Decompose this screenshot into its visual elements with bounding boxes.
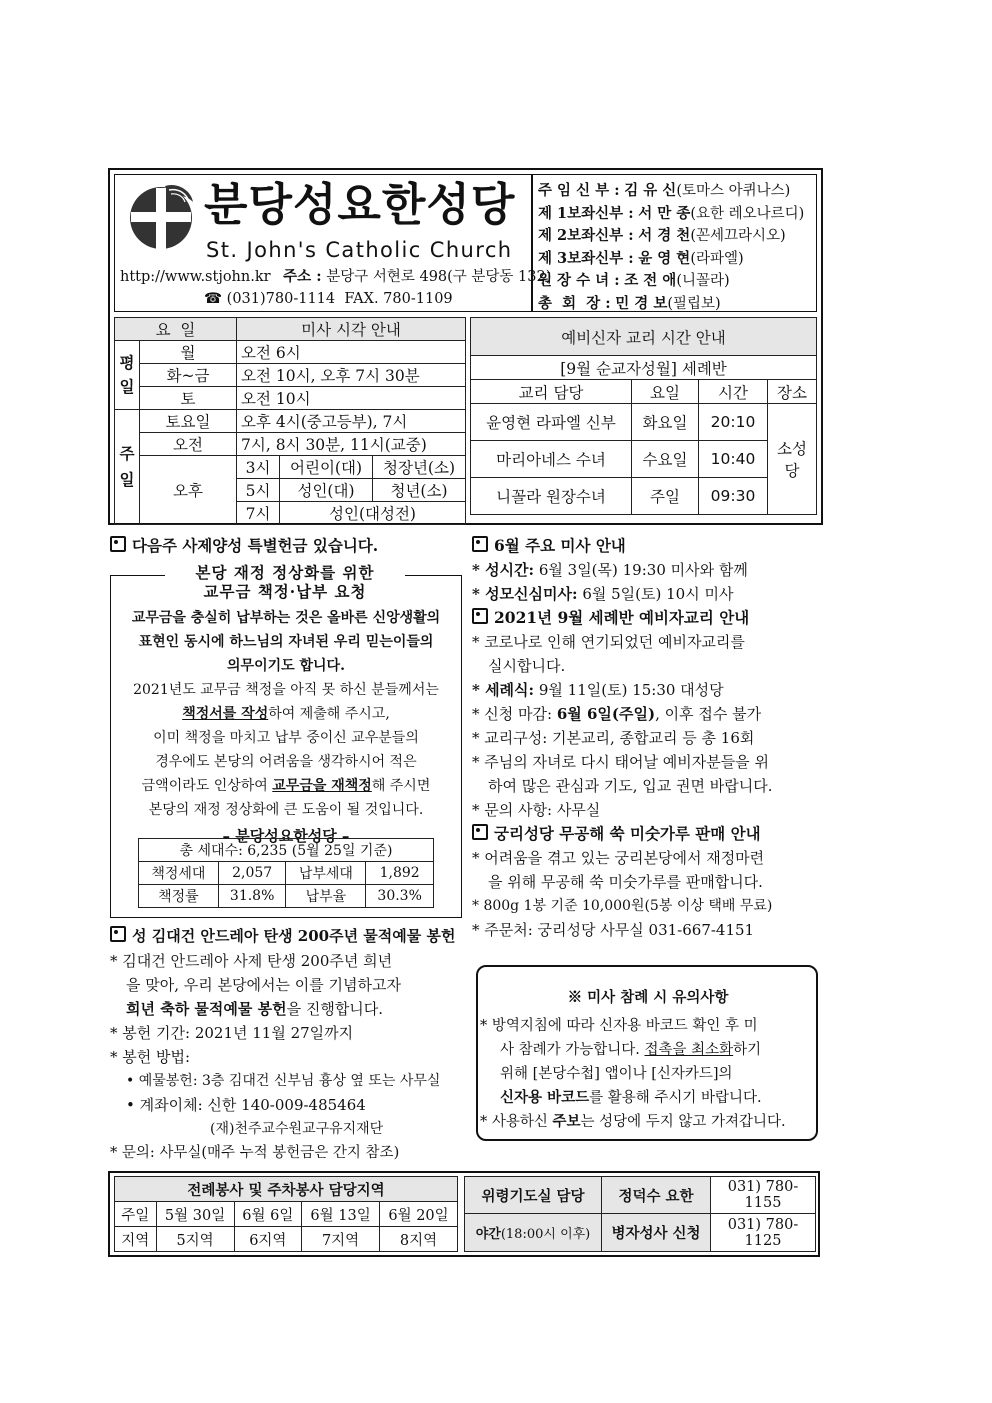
col-head-day: 요일 bbox=[632, 380, 699, 404]
catechism-title: 예비신자 교리 시간 안내 bbox=[471, 318, 817, 356]
staff-list bbox=[538, 180, 818, 315]
catechism-subtitle: [9월 순교자성월] 세례반 bbox=[471, 356, 817, 380]
june-mass-title: 6월 주요 미사 안내 bbox=[472, 534, 822, 558]
notice-icon bbox=[472, 608, 488, 624]
website-link[interactable]: http://www.stjohn.kr bbox=[120, 269, 271, 285]
staff-row: 원 장 수 녀 : 조 전 애(니꼴라) bbox=[538, 272, 730, 289]
catechism-day: 수요일 bbox=[632, 441, 699, 478]
memorial-room-phone: 031) 780-1155 bbox=[711, 1177, 816, 1214]
catechism-who: 윤영현 라파엘 신부 bbox=[471, 404, 632, 441]
col-head-who: 교리 담당 bbox=[471, 380, 632, 404]
mass-header-info: 미사 시각 안내 bbox=[237, 318, 466, 341]
time-sunday-am: 7시, 8시 30분, 11시(교중) bbox=[237, 433, 466, 456]
right-column: 6월 주요 미사 안내 * 성시간: 6월 3일(목) 19:30 미사와 함께 * 성모신심미사: 6월 5일(토) 10시 미사 2021년 9월 세례반 예비자교리 안내 * 코로나로 인해 연기되었던 예비자교리를 실시합니다. * 세례식: 9월 11일(토) 15:30 대성당 * 신청 마감: 6월 6일(주일), 이후 접수 불가 * 교리구성: 기본교리, 종합교리 등 총 16회 * 주님의 자녀로 다시 태어날 예비자분들을 위 하여 많은 관심과 기도, 입교 권면 바랍니다. * 문의 사항: 사무실 궁리성당 무공해 쑥 미숫가루 판매 안내 * 어려움을 겪고 있는 궁리본당에서 재정마련 을 위해 무공해 쑥 미숫가루를 판매합니다. * 800g 1봉 기준 10,000원(5봉 이상 택배 무료) * 주문처: 궁리성당 사무실 031-667-4151 bbox=[472, 534, 822, 942]
notice-icon bbox=[110, 536, 126, 552]
church-name-ko: 분당성요한성당 bbox=[204, 178, 516, 231]
tithe-stats-table: 총 세대수: 6,235 (5월 25일 기준) 책정세대 2,057 납부세대 1,892 책정률 31.8% 납부율 30.3% bbox=[138, 838, 434, 908]
pm-main: 어린이(대) bbox=[280, 456, 373, 479]
sunday-label: 주일 bbox=[115, 410, 140, 525]
day-mon: 월 bbox=[140, 341, 237, 364]
misutgaru-sale-title: 궁리성당 무공해 쑥 미숫가루 판매 안내 bbox=[472, 822, 822, 846]
time-mon: 오전 6시 bbox=[237, 341, 466, 364]
offering-section-title: 성 김대건 안드레아 탄생 200주년 물적예물 봉헌 bbox=[110, 924, 455, 948]
duty-table: 전례봉사 및 주차봉사 담당지역 주일 5월 30일 6월 6일 6월 13일 6월 20일 지역 5지역 6지역 7지역 8지역 bbox=[114, 1176, 458, 1252]
church-name-en: St. John's Catholic Church bbox=[206, 238, 513, 262]
day-sunday-am: 오전 bbox=[140, 433, 237, 456]
contact-line bbox=[120, 266, 551, 288]
header-divider bbox=[531, 174, 533, 312]
catechism-day: 화요일 bbox=[632, 404, 699, 441]
day-sat: 토 bbox=[140, 387, 237, 410]
catechism-who: 니꼴라 원장수녀 bbox=[471, 478, 632, 515]
catechism-time: 10:40 bbox=[699, 441, 768, 478]
pm-time: 7시 bbox=[237, 502, 280, 525]
col-head-time: 시간 bbox=[699, 380, 768, 404]
staff-row: 제 3보좌신부 : 윤 영 현(라파엘) bbox=[538, 249, 744, 267]
pm-time: 5시 bbox=[237, 479, 280, 502]
time-saturday-eve: 오후 4시(중고등부), 7시 bbox=[237, 410, 466, 433]
pm-sub: 청년(소) bbox=[373, 479, 466, 502]
guidelines-title: ※ 미사 참례 시 유의사항 bbox=[567, 989, 729, 1006]
mass-guidelines-text: ※ 미사 참례 시 유의사항 * 방역지침에 따라 신자용 바코드 확인 후 미 사 참례가 가능합니다. 접촉을 최소화하기 위해 [본당수첩] 앱이나 [신자카드]의 신자용 바코드를 활용해 주시기 바랍니다. * 사용하신 주보는 성당에 두지 않고 가져갑니다. bbox=[480, 986, 816, 1134]
staff-row: 제 2보좌신부 : 서 경 천(꼰세끄라시오) bbox=[538, 227, 786, 244]
time-tue-fri: 오전 10시, 오후 7시 30분 bbox=[237, 364, 466, 387]
night-name: 병자성사 신청 bbox=[602, 1214, 711, 1252]
baptism-class-title: 2021년 9월 세례반 예비자교리 안내 bbox=[472, 606, 822, 630]
contact-table bbox=[464, 1176, 816, 1252]
day-sunday-pm: 오후 bbox=[140, 456, 237, 525]
catechism-table bbox=[470, 317, 817, 515]
catechism-day: 주일 bbox=[632, 478, 699, 515]
notice-icon bbox=[472, 824, 488, 840]
pm-main: 성인(대) bbox=[280, 479, 373, 502]
staff-row: 주 임 신 부 : 김 유 신(토마스 아퀴나스) bbox=[538, 182, 791, 199]
memorial-room-label: 위령기도실 담당 bbox=[465, 1177, 602, 1214]
stats-total: 총 세대수: 6,235 (5월 25일 기준) bbox=[139, 839, 434, 862]
tithe-box-title: 본당 재정 정상화를 위한 교무금 책정·납부 요청 bbox=[165, 563, 405, 601]
day-saturday-eve: 토요일 bbox=[140, 410, 237, 433]
staff-row: 총 회 장 : 민 경 보(필립보) bbox=[538, 294, 721, 312]
mass-schedule-table bbox=[114, 317, 466, 525]
cross-logo-icon bbox=[125, 180, 197, 252]
address-label: 주소 : bbox=[283, 268, 322, 285]
catechism-time: 09:30 bbox=[699, 478, 768, 515]
memorial-room-name: 정덕수 요한 bbox=[602, 1177, 711, 1214]
phone-line: ☎ (031)780-1114 FAX. 780-1109 bbox=[204, 291, 453, 307]
weekday-label: 평일 bbox=[115, 341, 140, 410]
tithe-text: 교무금을 충실히 납부하는 것은 올바른 신앙생활의 표현인 동시에 하느님의 자녀된 우리 믿는이들의 의무이기도 합니다. 2021년도 교무금 책정을 아직 못 하신 분들께서는 책정서를 작성하여 제출해 주시고, 이미 책정을 마치고 납부 중이신 교우분들의 경우에도 본당의 어려움을 생각하시어 적은 금액이라도 인상하여 교무금을 재책정해 주시면 본당의 재정 정상화에 큰 도움이 될 것입니다. – 분당성요한성당 – bbox=[112, 606, 460, 848]
col-head-place: 장소 bbox=[768, 380, 817, 404]
catechism-time: 20:10 bbox=[699, 404, 768, 441]
church-logo bbox=[125, 180, 197, 252]
offering-text: * 김대건 안드레아 사제 탄생 200주년 희년 을 맞아, 우리 본당에서는 이를 기념하고자 희년 축하 물적예물 봉헌을 진행합니다. * 봉헌 기간: 2021년 11월 27일까지 * 봉헌 방법: • 예물봉헌: 3층 김대건 신부님 흉상 옆 또는 사무실 • 계좌이체: 신한 140-009-485464 (재)천주교수원교구유지재단 * 문의: 사무실(매주 누적 봉헌금은 간지 참조) bbox=[110, 952, 441, 1161]
pm-time: 3시 bbox=[237, 456, 280, 479]
notice-special-collection: 다음주 사제양성 특별헌금 있습니다. bbox=[110, 534, 378, 558]
catechism-who: 마리아네스 수녀 bbox=[471, 441, 632, 478]
address: 분당구 서현로 498(구 분당동 132) bbox=[326, 269, 552, 285]
mass-header-day: 요 일 bbox=[115, 318, 237, 341]
time-sat: 오전 10시 bbox=[237, 387, 466, 410]
night-label: 야간(18:00시 이후) bbox=[465, 1214, 602, 1252]
tithe-signature: – 분당성요한성당 – bbox=[222, 827, 350, 845]
night-phone: 031) 780-1125 bbox=[711, 1214, 816, 1252]
notice-icon bbox=[472, 536, 488, 552]
duty-title: 전례봉사 및 주차봉사 담당지역 bbox=[115, 1177, 458, 1202]
pm-sub: 청장년(소) bbox=[373, 456, 466, 479]
staff-row: 제 1보좌신부 : 서 만 종(요한 레오나르디) bbox=[538, 204, 805, 222]
pm-main: 성인(대성전) bbox=[280, 502, 466, 525]
day-tue-fri: 화~금 bbox=[140, 364, 237, 387]
catechism-place: 소성당 bbox=[768, 404, 817, 515]
notice-icon bbox=[110, 926, 126, 942]
